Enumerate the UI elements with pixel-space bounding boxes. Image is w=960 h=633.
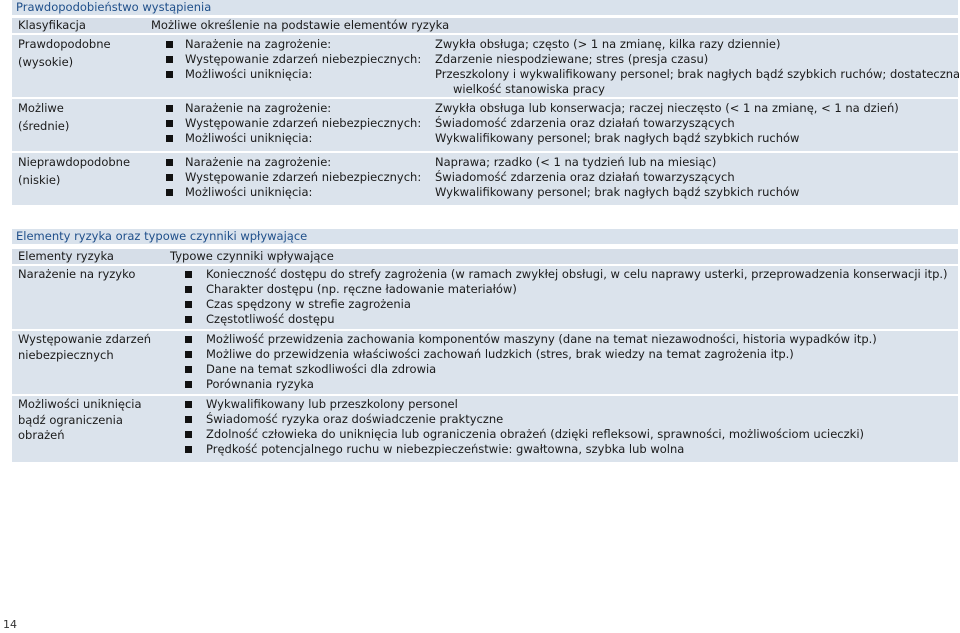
bullet-icon [185, 416, 192, 423]
bullet-icon [166, 159, 173, 166]
bullet-icon [166, 135, 173, 142]
element-value: Wykwalifikowany personel; brak nagłych bądź szybkich ruchów [435, 131, 800, 145]
probability-panel-title: Prawdopodobieństwo wystąpienia [12, 0, 958, 15]
bullet-icon [185, 401, 192, 408]
page-number: 14 [3, 618, 17, 631]
bullet-icon [185, 381, 192, 388]
bullet-icon [185, 431, 192, 438]
element-value: Wykwalifikowany personel; brak nagłych bądź szybkich ruchów [435, 185, 800, 199]
factor-item: Częstotliwość dostępu [206, 312, 335, 326]
element-value: Świadomość zdarzenia oraz działań towarzyszących [435, 170, 735, 184]
risk-row-avoidance [12, 396, 958, 462]
element-label: Narażenie na zagrożenie: [185, 37, 332, 51]
element-label: Narażenie na zagrożenie: [185, 155, 332, 169]
factor-item: Charakter dostępu (np. ręczne ładowanie materiałów) [206, 282, 517, 296]
probability-row-high [12, 35, 958, 97]
bullet-icon [166, 71, 173, 78]
probability-row-medium [12, 99, 958, 151]
element-value: Zwykła obsługa lub konserwacja; raczej nieczęsto (< 1 na zmianę, < 1 na dzień) [435, 101, 899, 115]
classification-column-header: Klasyfikacja [18, 18, 86, 32]
factor-item: Konieczność dostępu do strefy zagrożenia (w ramach zwykłej obsługi, w celu naprawy usterki, przeprowadzenia konserwacji itp.) [206, 267, 948, 281]
bullet-icon [166, 120, 173, 127]
row-label: Nieprawdopodobne (niskie) [18, 155, 131, 187]
element-label: Występowanie zdarzeń niebezpiecznych: [185, 52, 422, 66]
element-value: Naprawa; rzadko (< 1 na tydzień lub na miesiąc) [435, 155, 717, 169]
factor-item: Porównania ryzyka [206, 377, 314, 391]
bullet-icon [185, 316, 192, 323]
element-value: Zdarzenie niespodziewane; stres (presja czasu) [435, 52, 709, 66]
element-label: Występowanie zdarzeń niebezpiecznych: [185, 116, 422, 130]
determination-column-header: Możliwe określenie na podstawie elementów ryzyka [151, 18, 450, 32]
risk-element-column-header: Elementy ryzyka [18, 249, 114, 263]
row-label: Prawdopodobne (wysokie) [18, 37, 111, 69]
factor-item: Wykwalifikowany lub przeszkolony personel [206, 397, 458, 411]
factor-item: Możliwe do przewidzenia właściwości zachowań ludzkich (stres, brak wiedzy na temat zagrożenia itp.) [206, 347, 794, 361]
row-label: Możliwe (średnie) [18, 101, 70, 133]
bullet-icon [166, 56, 173, 63]
factor-item: Dane na temat szkodliwości dla zdrowia [206, 362, 437, 376]
risk-row-exposure [12, 266, 958, 329]
bullet-icon [185, 271, 192, 278]
probability-panel [12, 0, 958, 205]
element-label: Możliwości uniknięcia: [185, 185, 313, 199]
element-value: Świadomość zdarzenia oraz działań towarzyszących [435, 116, 735, 130]
row-label: Występowanie zdarzeń niebezpiecznych [18, 332, 152, 362]
bullet-icon [185, 351, 192, 358]
element-value: Zwykła obsługa; często (> 1 na zmianę, kilka razy dziennie) [435, 37, 781, 51]
element-value: Przeszkolony i wykwalifikowany personel; brak nagłych bądź szybkich ruchów; dostateczna [435, 67, 960, 81]
row-label: Narażenie na ryzyko [18, 267, 136, 281]
risk-elements-table-header [12, 249, 958, 264]
factor-item: Zdolność człowieka do uniknięcia lub ograniczenia obrażeń (dzięki refleksowi, sprawności, możliwościom ucieczki) [206, 427, 865, 441]
bullet-icon [185, 446, 192, 453]
risk-elements-panel-title: Elementy ryzyka oraz typowe czynniki wpływające [12, 229, 958, 244]
influencing-factors-column-header: Typowe czynniki wpływające [170, 249, 334, 263]
element-label: Narażenie na zagrożenie: [185, 101, 332, 115]
probability-row-low [12, 153, 958, 205]
element-label: Możliwości uniknięcia: [185, 131, 313, 145]
row-label: Możliwości uniknięcia bądź ograniczenia obrażeń [18, 397, 142, 442]
probability-table-header [12, 18, 958, 33]
element-label: Występowanie zdarzeń niebezpiecznych: [185, 170, 422, 184]
bullet-icon [185, 336, 192, 343]
factor-item: Świadomość ryzyka oraz doświadczenie praktyczne [206, 412, 504, 426]
risk-row-hazard-events [12, 331, 958, 394]
factor-item: Prędkość potencjalnego ruchu w niebezpieczeństwie: gwałtowna, szybka lub wolna [206, 442, 685, 456]
bullet-icon [166, 41, 173, 48]
bullet-icon [185, 286, 192, 293]
bullet-icon [166, 189, 173, 196]
risk-elements-panel [12, 229, 958, 462]
bullet-icon [166, 105, 173, 112]
element-label: Możliwości uniknięcia: [185, 67, 313, 81]
factor-item: Możliwość przewidzenia zachowania komponentów maszyny (dane na temat niezawodności, historia wypadków itp.) [206, 332, 877, 346]
bullet-icon [185, 301, 192, 308]
element-value: wielkość stanowiska pracy [453, 82, 605, 96]
bullet-icon [185, 366, 192, 373]
bullet-icon [166, 174, 173, 181]
factor-item: Czas spędzony w strefie zagrożenia [206, 297, 411, 311]
